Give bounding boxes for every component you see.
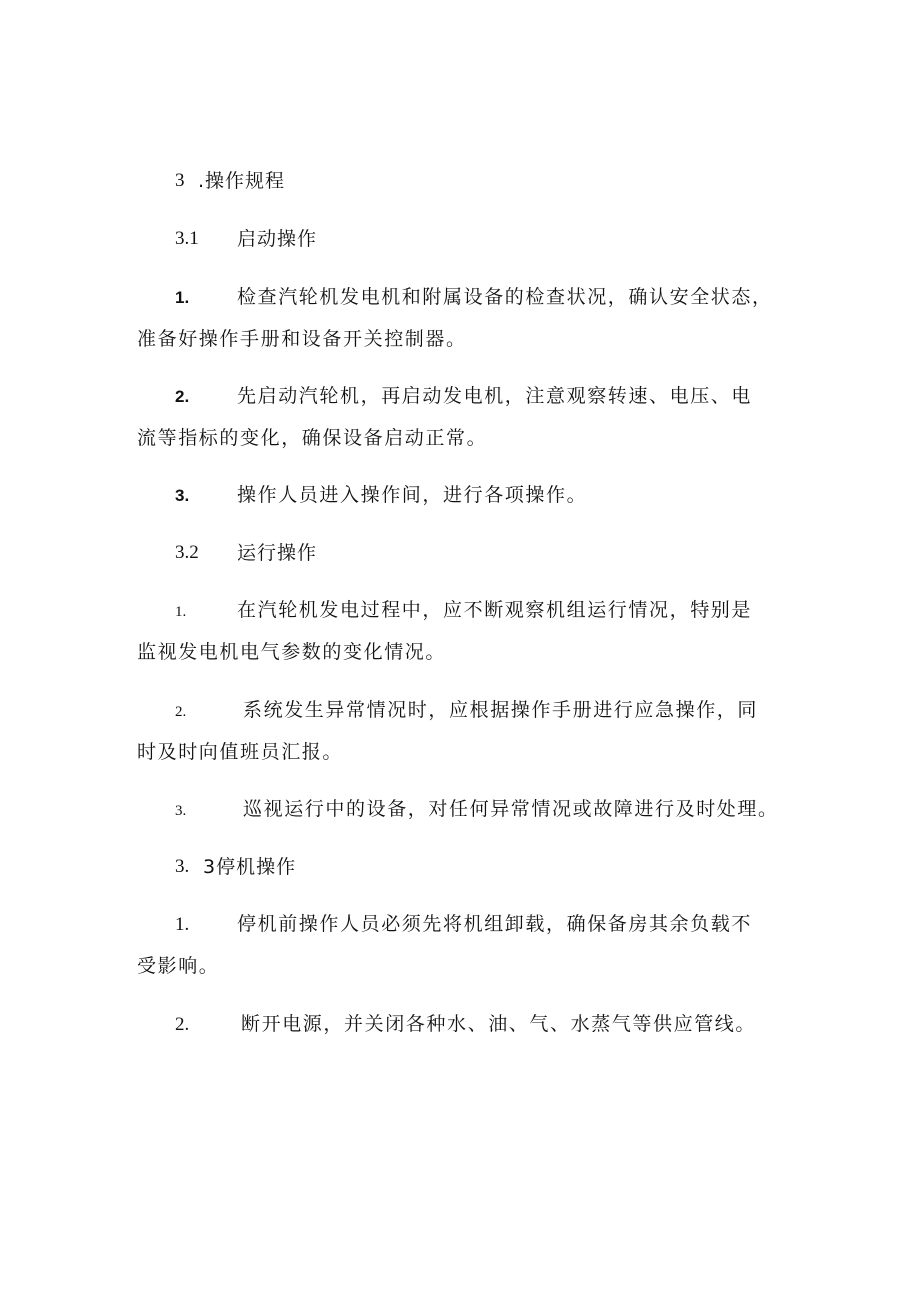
s31-item-1-line1: 检查汽轮机发电机和附属设备的检查状况，确认安全状态， <box>237 286 773 308</box>
s33-item-1-line1: 停机前操作人员必须先将机组卸载，确保备房其余负载不 <box>237 913 753 935</box>
s32-item-2-line2: 时及时向值班员汇报。 <box>137 741 344 763</box>
s31-item-1-line2: 准备好操作手册和设备开关控制器。 <box>137 328 467 350</box>
s31-item-3-number: 3. <box>175 486 190 505</box>
s32-item-1-line1: 在汽轮机发电过程中，应不断观察机组运行情况，特别是 <box>237 599 753 621</box>
s31-item-2-line1: 先启动汽轮机，再启动发电机，注意观察转速、电压、电 <box>237 385 753 407</box>
s33-item-2-number: 2. <box>175 1014 190 1035</box>
s32-item-3-line1: 巡视运行中的设备，对任何异常情况或故障进行及时处理。 <box>243 798 779 820</box>
s33-item-1-number: 1. <box>175 914 190 935</box>
subsection-number-3-2: 3.2 <box>175 542 199 563</box>
section-heading: .操作规程 <box>198 170 286 192</box>
subsection-number-3-3: 3. <box>175 856 190 877</box>
section-number: 3 <box>175 170 185 191</box>
s31-item-1-number: 1. <box>175 288 190 307</box>
s32-item-2-number: 2. <box>175 704 187 720</box>
s33-item-1-line2: 受影响。 <box>137 955 220 977</box>
s32-item-2-line1: 系统发生异常情况时，应根据操作手册进行应急操作，同 <box>243 699 759 721</box>
s32-item-1-line2: 监视发电机电气参数的变化情况。 <box>137 641 447 663</box>
s32-item-1-number: 1. <box>175 604 187 620</box>
s31-item-2-line2: 流等指标的变化，确保设备启动正常。 <box>137 427 488 449</box>
s31-item-3-line1: 操作人员进入操作间，进行各项操作。 <box>237 484 588 506</box>
s31-item-2-number: 2. <box>175 387 190 406</box>
subsection-number-3-1: 3.1 <box>175 228 199 249</box>
subsection-title-3-2: 运行操作 <box>237 542 318 564</box>
subsection-title-3-3: 3停机操作 <box>203 856 297 878</box>
subsection-title-3-1: 启动操作 <box>237 228 318 250</box>
s33-item-2-line1: 断开电源，并关闭各种水、油、气、水蒸气等供应管线。 <box>241 1013 757 1035</box>
s32-item-3-number: 3. <box>175 803 187 819</box>
